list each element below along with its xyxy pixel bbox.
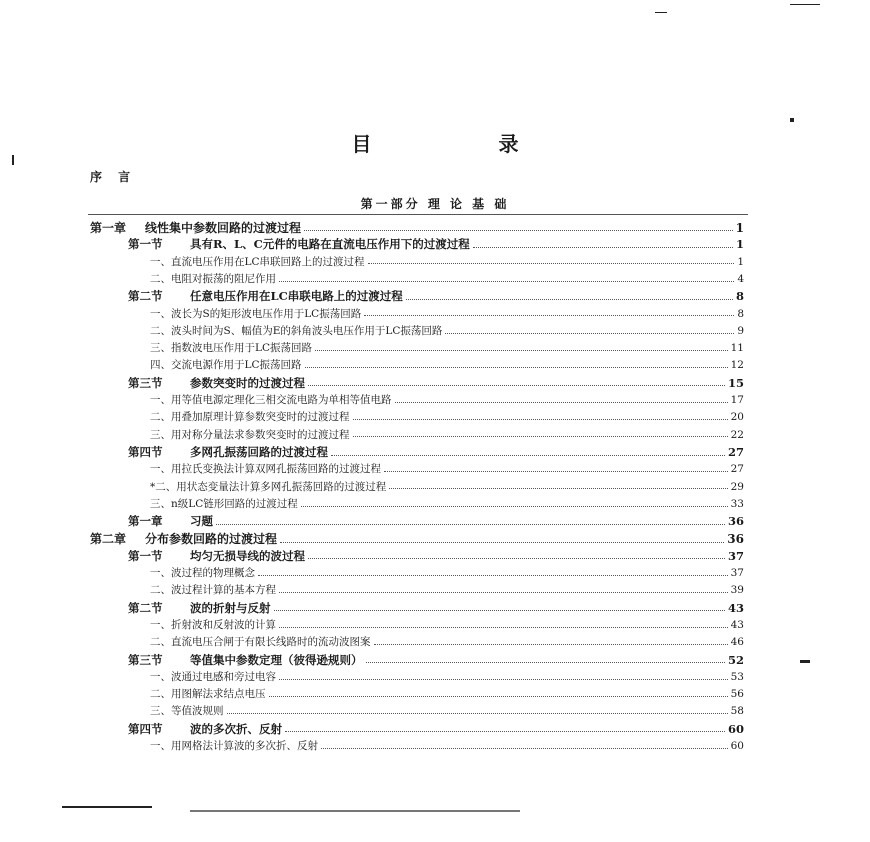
toc-entry-title: *二、用状态变量法计算多网孔振荡回路的过渡过程 [150,480,387,493]
toc-entry-title: 一、波过程的物理概念 [150,567,255,579]
dot-leader [285,725,725,732]
toc-entry-title: 一、用网格法计算波的多次折、反射 [150,740,318,752]
scan-mark [790,4,820,5]
toc-subsection [150,703,744,718]
toc-subsection [150,409,744,424]
toc-section [128,548,744,564]
toc-page-number: 39 [730,584,744,597]
toc-section [128,652,744,668]
dot-leader [331,448,725,455]
toc-section [128,236,744,252]
toc-page-number: 12 [730,359,744,372]
toc-entry-text [150,738,318,753]
toc-entry-text [128,652,363,668]
dot-leader [353,431,728,438]
toc-page-number: 8 [737,307,744,320]
toc-entry-text [150,496,298,511]
toc-page-number: 27 [730,463,744,476]
toc-entry-title: 习题 [190,514,213,529]
toc-page-number: 60 [727,721,744,736]
toc-subsection [150,582,744,597]
toc-page-number: 46 [730,636,744,649]
toc-entry-title: 四、交流电源作用于LC振荡回路 [150,359,302,372]
toc-entry-title: 二、直流电压合闸于有限长线路时的流动波图案 [150,636,371,649]
toc-entry-number: 第一章 [90,221,127,235]
toc-section [128,288,744,304]
dot-leader [374,638,728,645]
dot-leader [366,656,725,663]
toc-entry-text [150,479,386,494]
dot-leader [308,552,725,559]
dot-leader [308,379,725,386]
dot-leader [280,535,724,543]
toc-entry-text [150,582,276,597]
toc-entry-number: 第一节 [128,548,163,563]
toc-page-number: 56 [730,688,744,701]
toc-subsection [150,271,744,286]
dot-leader [301,500,728,507]
part-heading: 第一部分 理 论 基 础 [360,197,510,211]
toc-page-number: 33 [730,497,744,510]
toc-section [128,721,744,737]
dot-leader [279,673,728,680]
toc-entry-text [150,617,276,632]
toc-subsection [150,738,744,753]
toc-subsection [150,565,744,580]
toc-entry-text [150,254,365,269]
toc-entry-text [150,271,276,286]
toc-entry-title: 具有R、L、C元件的电路在直流电压作用下的过渡过程 [190,237,470,252]
toc-entry-text [128,288,403,304]
toc-entry-title: 三、用对称分量法求参数突变时的过渡过程 [150,428,350,441]
toc-entry-text [128,548,305,564]
toc-entry-text [128,375,305,391]
toc-subsection [150,254,744,269]
dot-leader [353,413,728,420]
dot-leader [368,258,735,265]
toc-entry-title: 等值集中参数定理（彼得逊规则） [190,652,363,667]
dot-leader [274,604,725,611]
toc-page-number: 1 [735,237,744,252]
divider [88,214,748,215]
toc-subsection [150,340,744,355]
toc-subsection [150,306,744,321]
toc-page-number: 36 [727,532,744,547]
toc-page-number: 15 [727,375,744,390]
toc-subsection [150,634,744,649]
dot-leader [384,465,728,472]
toc-subsection [150,686,744,701]
toc-page-number: 52 [727,652,744,667]
toc-entry-title: 三、等值波规则 [150,705,224,718]
toc-entry-text [150,306,361,321]
toc-subsection [150,617,744,632]
toc-entry-number: 第一节 [128,237,163,252]
toc-entry-text [128,600,271,616]
toc-page-number: 53 [730,670,744,683]
toc-entry-text [150,409,350,424]
dot-leader [279,586,728,593]
dot-leader [258,569,728,576]
dot-leader [279,275,734,282]
toc-page-number: 37 [727,548,744,563]
toc-page-number: 9 [737,324,744,337]
toc-entry-title: 均匀无损导线的波过程 [190,548,305,563]
toc-entry-number: 第四节 [128,444,163,459]
toc-page-number: 20 [730,411,744,424]
toc-page-number: 11 [730,342,744,355]
toc-page-number: 37 [730,567,744,579]
toc-entry-text [150,340,312,355]
toc-entry-title: 一、波长为S的矩形波电压作用于LC振荡回路 [150,307,362,320]
toc-entry-title: 参数突变时的过渡过程 [190,375,305,390]
dot-leader [473,241,733,248]
dot-leader [304,224,733,232]
toc-page-number: 27 [727,444,744,459]
toc-page-number: 29 [730,480,744,493]
toc-page-number: 4 [737,272,744,285]
toc-chapter [90,219,744,236]
page-title: 目 录 [351,132,579,156]
toc-entry-text [150,669,276,684]
toc-entry-number: 第四节 [128,721,163,736]
toc-subsection [150,669,744,684]
toc-subsection [150,392,744,407]
dot-leader [389,483,727,490]
scan-mark [800,660,810,663]
toc-subsection [150,427,744,442]
toc-entry-title: 多网孔振荡回路的过渡过程 [190,444,328,459]
toc-entry-title: 一、用等值电源定理化三相交流电路为单相等值电路 [150,394,392,406]
dot-leader [364,310,734,317]
scan-mark [12,155,14,165]
toc-entry-title: 三、n级LC链形回路的过渡过程 [150,497,298,510]
toc-page-number: 1 [737,255,744,268]
dot-leader [321,742,728,749]
toc-entry-text [150,565,255,580]
toc-entry-text [150,427,350,442]
toc-entry-title: 一、用拉氏变换法计算双网孔振荡回路的过渡过程 [150,463,381,476]
toc-entry-title: 波的多次折、反射 [190,721,282,736]
toc-entry-title: 线性集中参数回路的过渡过程 [145,221,302,235]
dot-leader [315,344,728,351]
toc-entry-number: 第二节 [128,289,163,304]
toc-section [128,444,744,460]
dot-leader [445,327,734,334]
toc-entry-title: 二、用图解法求结点电压 [150,688,266,701]
toc-entry-text [128,721,282,737]
toc-page-number: 22 [730,428,744,441]
toc-subsection [150,479,744,494]
scan-mark [62,806,152,808]
toc-entry-text [150,461,381,476]
toc-entry-text [128,236,470,252]
toc-page-number: 1 [735,221,744,235]
toc-entry-text [150,357,302,372]
dot-leader [269,690,728,697]
dot-leader [279,621,728,628]
toc-entry-text [150,323,442,338]
toc-entry-text [90,530,277,547]
toc-section [128,600,744,616]
toc-entry-title: 一、直流电压作用在LC串联回路上的过渡过程 [150,255,365,268]
toc-entry-title: 二、波过程计算的基本方程 [150,584,276,597]
toc-entry-title: 二、波头时间为S、幅值为E的斜角波头电压作用于LC振荡回路 [150,324,443,337]
toc-entry-title: 一、波通过电感和旁过电容 [150,670,276,683]
toc-section [128,513,744,529]
toc-entry-text [150,392,392,407]
toc-page-number: 17 [730,394,744,406]
preface-entry: 序 言 [90,170,137,184]
toc-subsection [150,323,744,338]
dot-leader [216,517,725,524]
toc-entry-number: 第二章 [90,532,127,547]
dot-leader [305,362,728,369]
toc-entry-text [150,703,224,718]
toc-entry-number: 第二节 [128,600,163,615]
toc-entry-text [150,686,266,701]
toc-subsection [150,461,744,476]
toc-chapter [90,530,744,547]
toc-entry-text [150,634,371,649]
toc-page-number: 43 [727,600,744,615]
toc-page-number: 58 [730,705,744,718]
toc-entry-title: 分布参数回路的过渡过程 [145,532,278,547]
toc-entry-title: 三、指数波电压作用于LC振荡回路 [150,342,313,355]
toc-entry-text [128,444,328,460]
toc-entry-number: 第一章 [128,514,163,529]
toc-entry-title: 任意电压作用在LC串联电路上的过渡过程 [190,289,403,304]
toc-subsection [150,357,744,372]
toc-subsection [150,496,744,511]
toc-entry-text [90,219,301,236]
dot-leader [227,708,728,715]
toc-page-number: 43 [730,618,744,631]
toc-page-number: 36 [727,514,744,529]
toc-entry-title: 波的折射与反射 [190,600,271,615]
toc-section [128,375,744,391]
scan-mark [790,118,794,122]
toc-page-number: 60 [730,740,744,752]
toc-entry-number: 第三节 [128,652,163,667]
toc-page-number: 8 [735,289,744,304]
toc-entry-title: 二、用叠加原理计算参数突变时的过渡过程 [150,411,350,424]
dot-leader [395,396,728,403]
toc-entry-number: 第三节 [128,375,163,390]
scan-mark [190,810,520,812]
toc-entry-title: 一、折射波和反射波的计算 [150,618,276,631]
toc-entry-title: 二、电阻对振荡的阻尼作用 [150,272,276,285]
toc-entry-text [128,513,213,529]
dot-leader [406,293,733,300]
scan-mark [655,12,667,13]
